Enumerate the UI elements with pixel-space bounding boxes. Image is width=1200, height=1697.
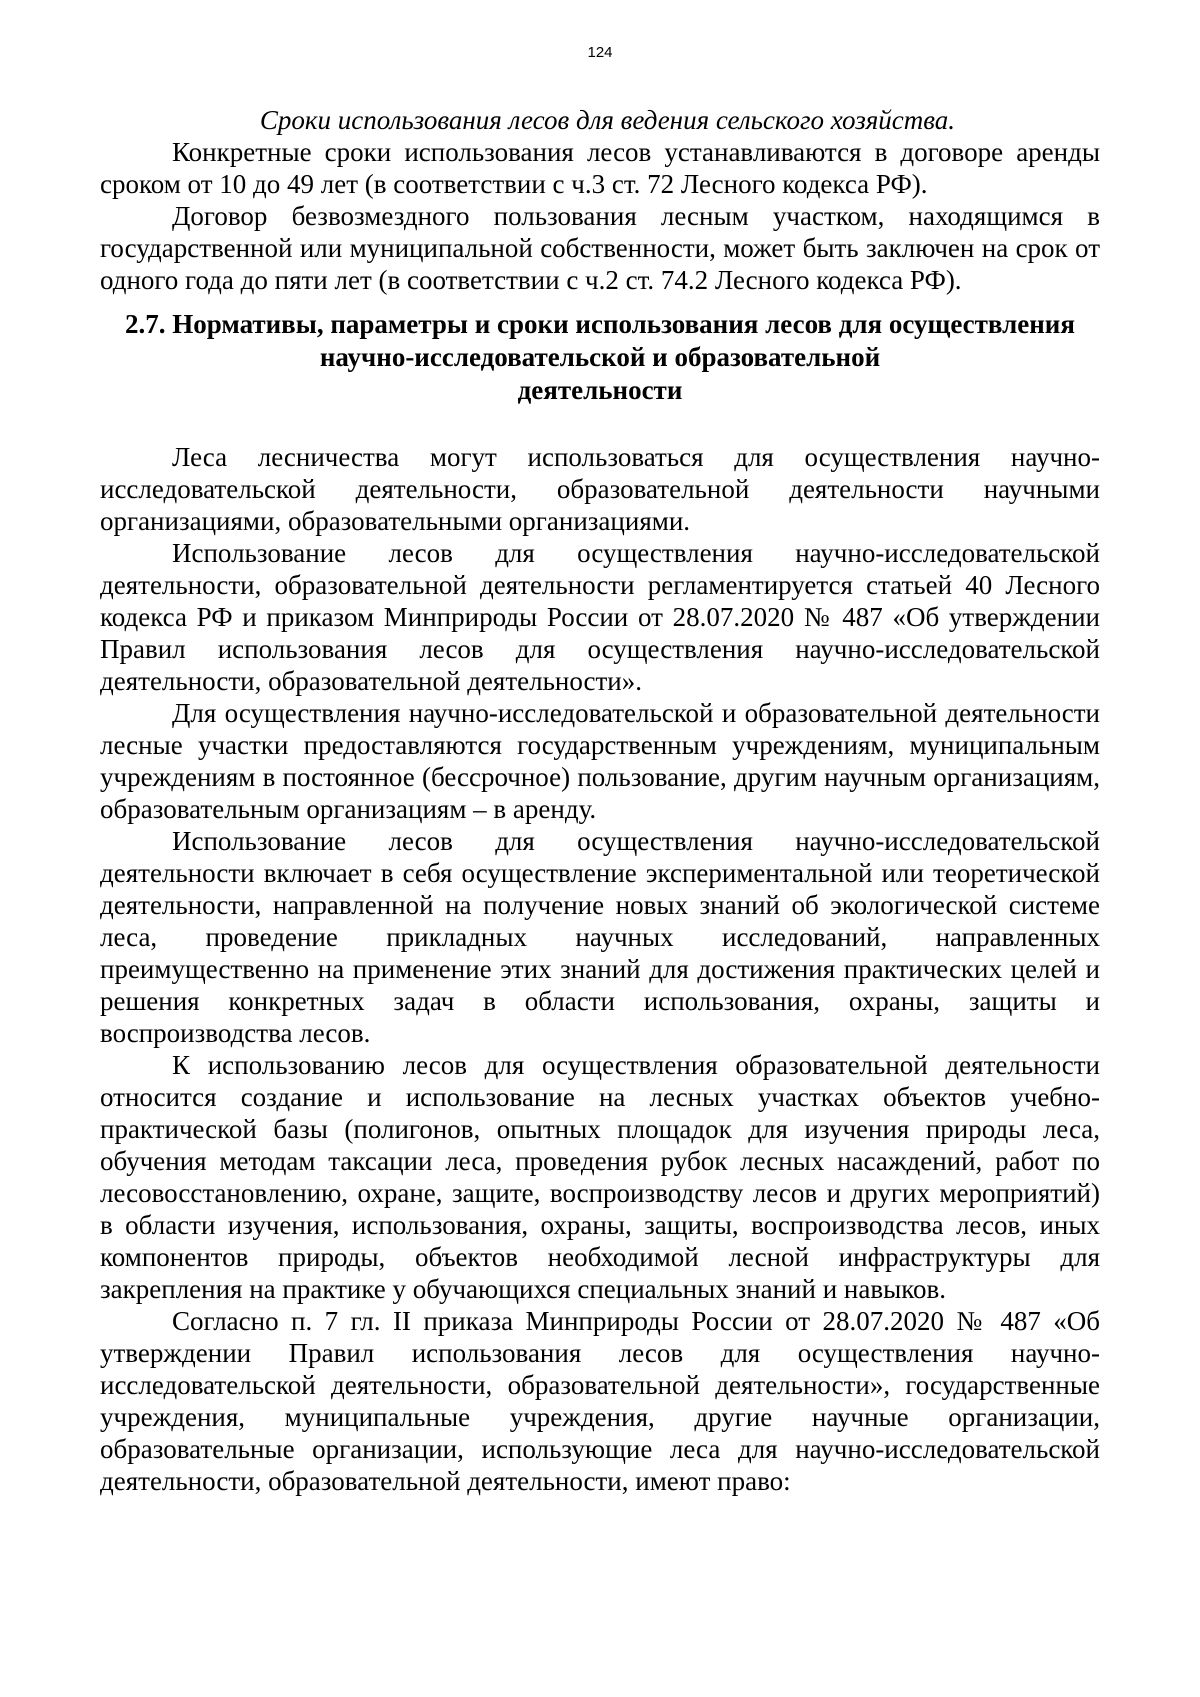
paragraph: Для осуществления научно-исследовательской и образовательной деятельности лесные участки предоставляются государственным учреждениям, муниципальным учреждениям в постоянное (бессрочное) пользование, другим научным организациям, образовательным организациям – в аренду. [100,698,1100,824]
paragraph: Договор безвозмездного пользования лесным участком, находящимся в государственной или муниципальной собственности, может быть заключен на срок от одного года до пяти лет (в соответствии с ч.2 ст. 74.2 Лесного кодекса РФ). [100,201,1100,295]
section-title [100,308,1100,407]
spacer [100,407,1100,441]
paragraph: Использование лесов для осуществления научно-исследовательской деятельности, образовательной деятельности регламентируется статьей 40 Лесного кодекса РФ и приказом Минприроды России от 28.07.2020 № 487 «Об утверждении Правил использования лесов для осуществления научно-исследовательской деятельности, образовательной деятельности». [100,538,1100,696]
section-title-line: 2.7. Нормативы, параметры и сроки использования лесов для осуществления [125,309,1075,339]
paragraph: Леса лесничества могут использоваться для осуществления научно-исследовательской деятельности, образовательной деятельности научными организациями, образовательными организациями. [100,442,1100,536]
section-title-line: деятельности [517,375,683,405]
page-number: 124 [587,44,613,61]
subheading: Сроки использования лесов для ведения сельского хозяйства. [259,105,956,135]
document-body [100,104,1100,1497]
paragraph: Использование лесов для осуществления научно-исследовательской деятельности включает в себя осуществление экспериментальной или теоретической деятельности, направленной на получение новых знаний об экологической системе леса, проведение прикладных научных исследований, направленных преимущественно на применение этих знаний для достижения практических целей и решения конкретных задач в области использования, охраны, защиты и воспроизводства лесов. [100,826,1100,1048]
paragraph: Согласно п. 7 гл. II приказа Минприроды России от 28.07.2020 № 487 «Об утверждении Правил использования лесов для осуществления научно-исследовательской деятельности, образовательной деятельности», государственные учреждения, муниципальные учреждения, другие научные организации, образовательные организации, использующие леса для научно-исследовательской деятельности, образовательной деятельности, имеют право: [100,1306,1100,1496]
paragraph: Конкретные сроки использования лесов устанавливаются в договоре аренды сроком от 10 до 49 лет (в соответствии с ч.3 ст. 72 Лесного кодекса РФ). [100,137,1100,199]
paragraph: К использованию лесов для осуществления образовательной деятельности относится создание и использование на лесных участках объектов учебно-практической базы (полигонов, опытных площадок для изучения природы леса, обучения методам таксации леса, проведения рубок лесных насаждений, работ по лесовосстановлению, охране, защите, воспроизводству лесов и других мероприятий) в области изучения, использования, охраны, защиты, воспроизводства лесов, иных компонентов природы, объектов необходимой лесной инфраструктуры для закрепления на практике у обучающихся специальных знаний и навыков. [100,1050,1100,1304]
section-title-line: научно-исследовательской и образовательной [319,342,881,372]
